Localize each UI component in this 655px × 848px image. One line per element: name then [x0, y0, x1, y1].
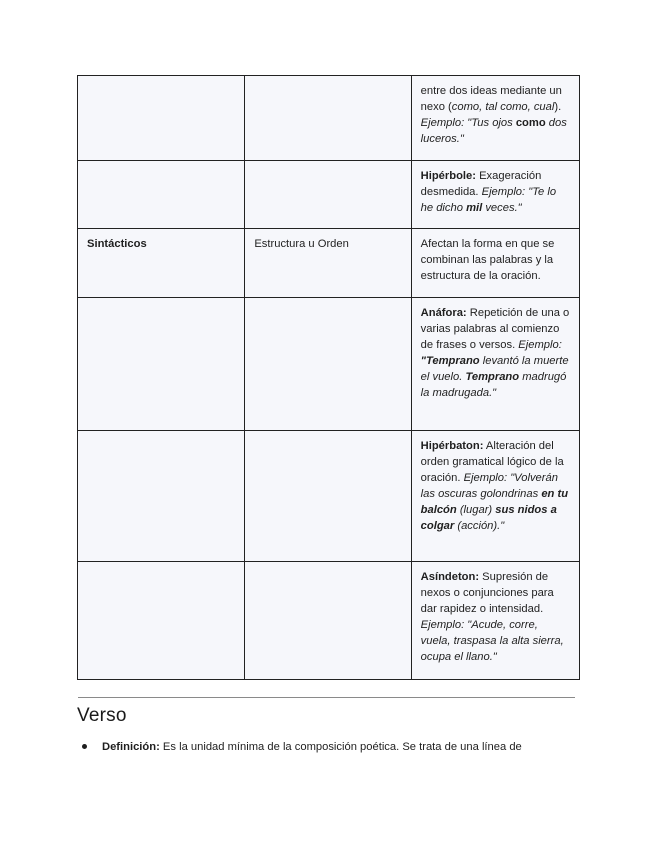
description-fragment: (lugar) — [456, 504, 496, 516]
category-cell — [78, 76, 245, 161]
description-fragment: Hipérbole: — [420, 170, 476, 182]
description-cell — [411, 76, 579, 161]
definition-list — [82, 739, 602, 755]
bullet-icon — [82, 744, 87, 749]
description-fragment: Ejemplo: "Te lo he dicho — [420, 186, 557, 214]
section-divider — [78, 697, 575, 698]
description-fragment: mil — [466, 202, 483, 214]
description-fragment: Ejemplo: "Tus ojos — [420, 117, 516, 129]
description-fragment: Asíndeton: — [420, 571, 480, 583]
table-row — [78, 161, 580, 229]
description-fragment: Repetición de una o varias palabras al comienzo de frases o versos. — [420, 307, 570, 351]
description-fragment: Afectan la forma en que se combinan las palabras y la estructura de la oración. — [420, 238, 555, 282]
description-cell — [411, 562, 579, 680]
description-fragment: Exageración desmedida. — [420, 170, 542, 198]
category-cell: Sintácticos — [78, 229, 245, 298]
table-row — [78, 76, 580, 161]
description-fragment: Hipérbaton: — [420, 440, 484, 452]
type-cell — [245, 298, 411, 431]
description-cell — [411, 161, 579, 229]
description-cell — [411, 229, 579, 298]
description-fragment: como, tal como, cual — [451, 101, 555, 113]
table-row — [78, 229, 580, 298]
description-fragment: Ejemplo: — [518, 339, 562, 351]
table-row — [78, 298, 580, 431]
description-fragment: madrugó la madrugada." — [420, 371, 567, 399]
description-fragment: levantó la muerte el vuelo. — [420, 355, 569, 383]
description-fragment: en tu balcón — [420, 488, 569, 516]
type-cell — [245, 161, 411, 229]
description-fragment: veces." — [482, 202, 522, 214]
definition-text: Es la unidad mínima de la composición poética. Se trata de una línea de — [159, 741, 522, 753]
category-cell — [78, 562, 245, 680]
description-fragment: ). — [554, 101, 562, 113]
definition-label: Definición: — [102, 741, 160, 753]
category-cell — [78, 161, 245, 229]
description-fragment: Ejemplo: "Volverán las oscuras golondrinas — [420, 472, 558, 500]
description-fragment: Anáfora: — [420, 307, 467, 319]
figures-table — [77, 75, 580, 680]
description-fragment: (acción)." — [454, 520, 505, 532]
type-cell — [245, 562, 411, 680]
list-item — [82, 739, 602, 755]
description-fragment: Temprano — [465, 371, 520, 383]
description-cell — [411, 298, 579, 431]
type-cell — [245, 76, 411, 161]
description-fragment: sus nidos a colgar — [420, 504, 557, 532]
section-title: Verso — [77, 705, 127, 726]
description-fragment: Ejemplo: "Acude, corre, vuela, traspasa la alta sierra, ocupa el llano." — [420, 619, 564, 663]
description-fragment: Supresión de nexos o conjunciones para dar rapidez o intensidad. — [420, 571, 554, 615]
table-row — [78, 562, 580, 680]
description-fragment: Alteración del orden gramatical lógico de la oración. — [420, 440, 564, 484]
description-cell — [411, 431, 579, 562]
type-cell: Estructura u Orden — [245, 229, 411, 298]
description-fragment: "Temprano — [420, 355, 480, 367]
description-fragment: entre dos ideas mediante un nexo ( — [420, 85, 562, 113]
category-cell — [78, 431, 245, 562]
table-row — [78, 431, 580, 562]
category-cell — [78, 298, 245, 431]
type-cell — [245, 431, 411, 562]
description-fragment: como — [515, 117, 546, 129]
description-fragment: dos luceros." — [420, 117, 567, 145]
